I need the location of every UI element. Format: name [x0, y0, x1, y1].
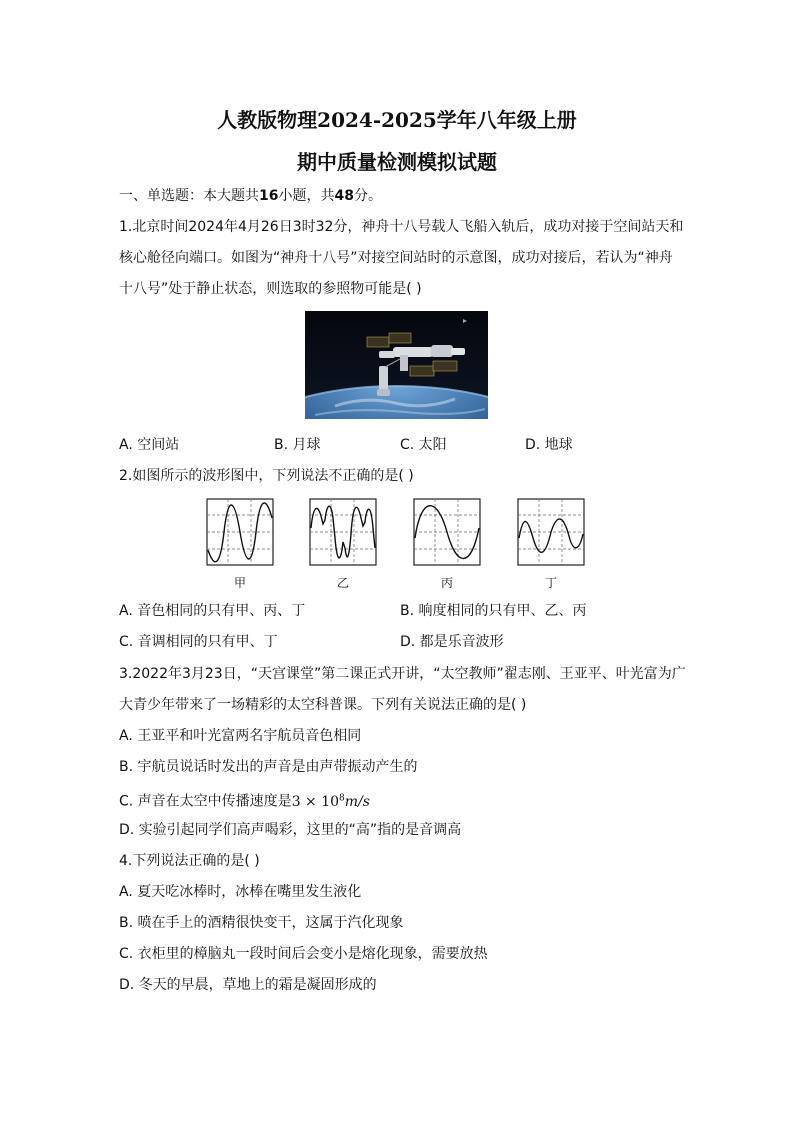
section-score: 48 — [334, 188, 354, 204]
waveform-label-ding: 丁 — [544, 576, 557, 590]
q2-option-a[interactable]: A. 音色相同的只有甲、丙、丁 — [119, 603, 306, 619]
q1-line-3: 十八号”处于静止状态，则选取的参照物可能是( ) — [119, 281, 422, 297]
q1-option-b[interactable]: B. 月球 — [274, 437, 321, 453]
waveform-bing — [413, 498, 481, 566]
waveform-ding — [517, 498, 585, 566]
page-title-line1: 人教版物理2024-2025学年八年级上册 — [217, 108, 577, 132]
waveform-yi — [309, 498, 377, 566]
q1-line-2: 核心舱径向端口。如图为“神舟十八号”对接空间站时的示意图，成功对接后，若认为“神舟 — [119, 250, 673, 266]
waveform-label-jia: 甲 — [233, 576, 246, 590]
waveform-label-yi: 乙 — [336, 576, 349, 590]
q3-option-a[interactable]: A. 王亚平和叶光富两名宇航员音色相同 — [119, 728, 362, 744]
q3-option-c-text: C. 声音在太空中传播速度是 — [119, 793, 292, 810]
waveform-jia — [206, 498, 274, 566]
q4-option-b[interactable]: B. 喷在手上的酒精很快变干，这属于汽化现象 — [119, 915, 404, 931]
section-suffix: 分。 — [353, 188, 382, 204]
q3-line-2: 大青少年带来了一场精彩的太空科普课。下列有关说法正确的是( ) — [119, 697, 527, 713]
q3-option-c[interactable] — [119, 788, 370, 812]
q2-option-c[interactable]: C. 音调相同的只有甲、丁 — [119, 634, 278, 650]
q1-option-c[interactable]: C. 太阳 — [400, 437, 447, 453]
page-title-line2: 期中质量检测模拟试题 — [297, 150, 497, 174]
q3-option-b[interactable]: B. 宇航员说话时发出的声音是由声带振动产生的 — [119, 759, 418, 775]
q1-option-a[interactable]: A. 空间站 — [119, 437, 180, 453]
q2-stem: 2.如图所示的波形图中，下列说法不正确的是( ) — [119, 468, 414, 484]
q1-option-d[interactable]: D. 地球 — [525, 437, 573, 453]
section-prefix: 一、单选题：本大题共 — [119, 188, 259, 204]
q4-option-c[interactable]: C. 衣柜里的樟脑丸一段时间后会变小是熔化现象，需要放热 — [119, 946, 488, 962]
q2-option-d[interactable]: D. 都是乐音波形 — [400, 634, 504, 650]
q3-option-d[interactable]: D. 实验引起同学们高声喝彩，这里的“高”指的是音调高 — [119, 822, 462, 838]
q2-option-b[interactable]: B. 响度相同的只有甲、乙、丙 — [400, 603, 587, 619]
section-heading — [119, 186, 382, 206]
q4-option-a[interactable]: A. 夏天吃冰棒时，冰棒在嘴里发生液化 — [119, 884, 362, 900]
section-mid: 小题，共 — [278, 188, 335, 204]
space-station-photo — [305, 311, 488, 419]
q4-option-d[interactable]: D. 冬天的早晨，草地上的霜是凝固形成的 — [119, 977, 377, 993]
q4-stem: 4.下列说法正确的是( ) — [119, 853, 260, 869]
q1-line-1: 1.北京时间2024年4月26日3时32分，神舟十八号载人飞船入轨后，成功对接于空间站天和 — [119, 219, 684, 235]
speed-formula: $3 \times 10^8m/s$ — [291, 793, 370, 810]
waveform-label-bing: 丙 — [440, 576, 453, 590]
section-count: 16 — [259, 188, 279, 204]
q3-line-1: 3.2022年3月23日，“天宫课堂”第二课正式开讲，“太空教师”翟志刚、王亚平、叶光富为广 — [119, 666, 686, 682]
